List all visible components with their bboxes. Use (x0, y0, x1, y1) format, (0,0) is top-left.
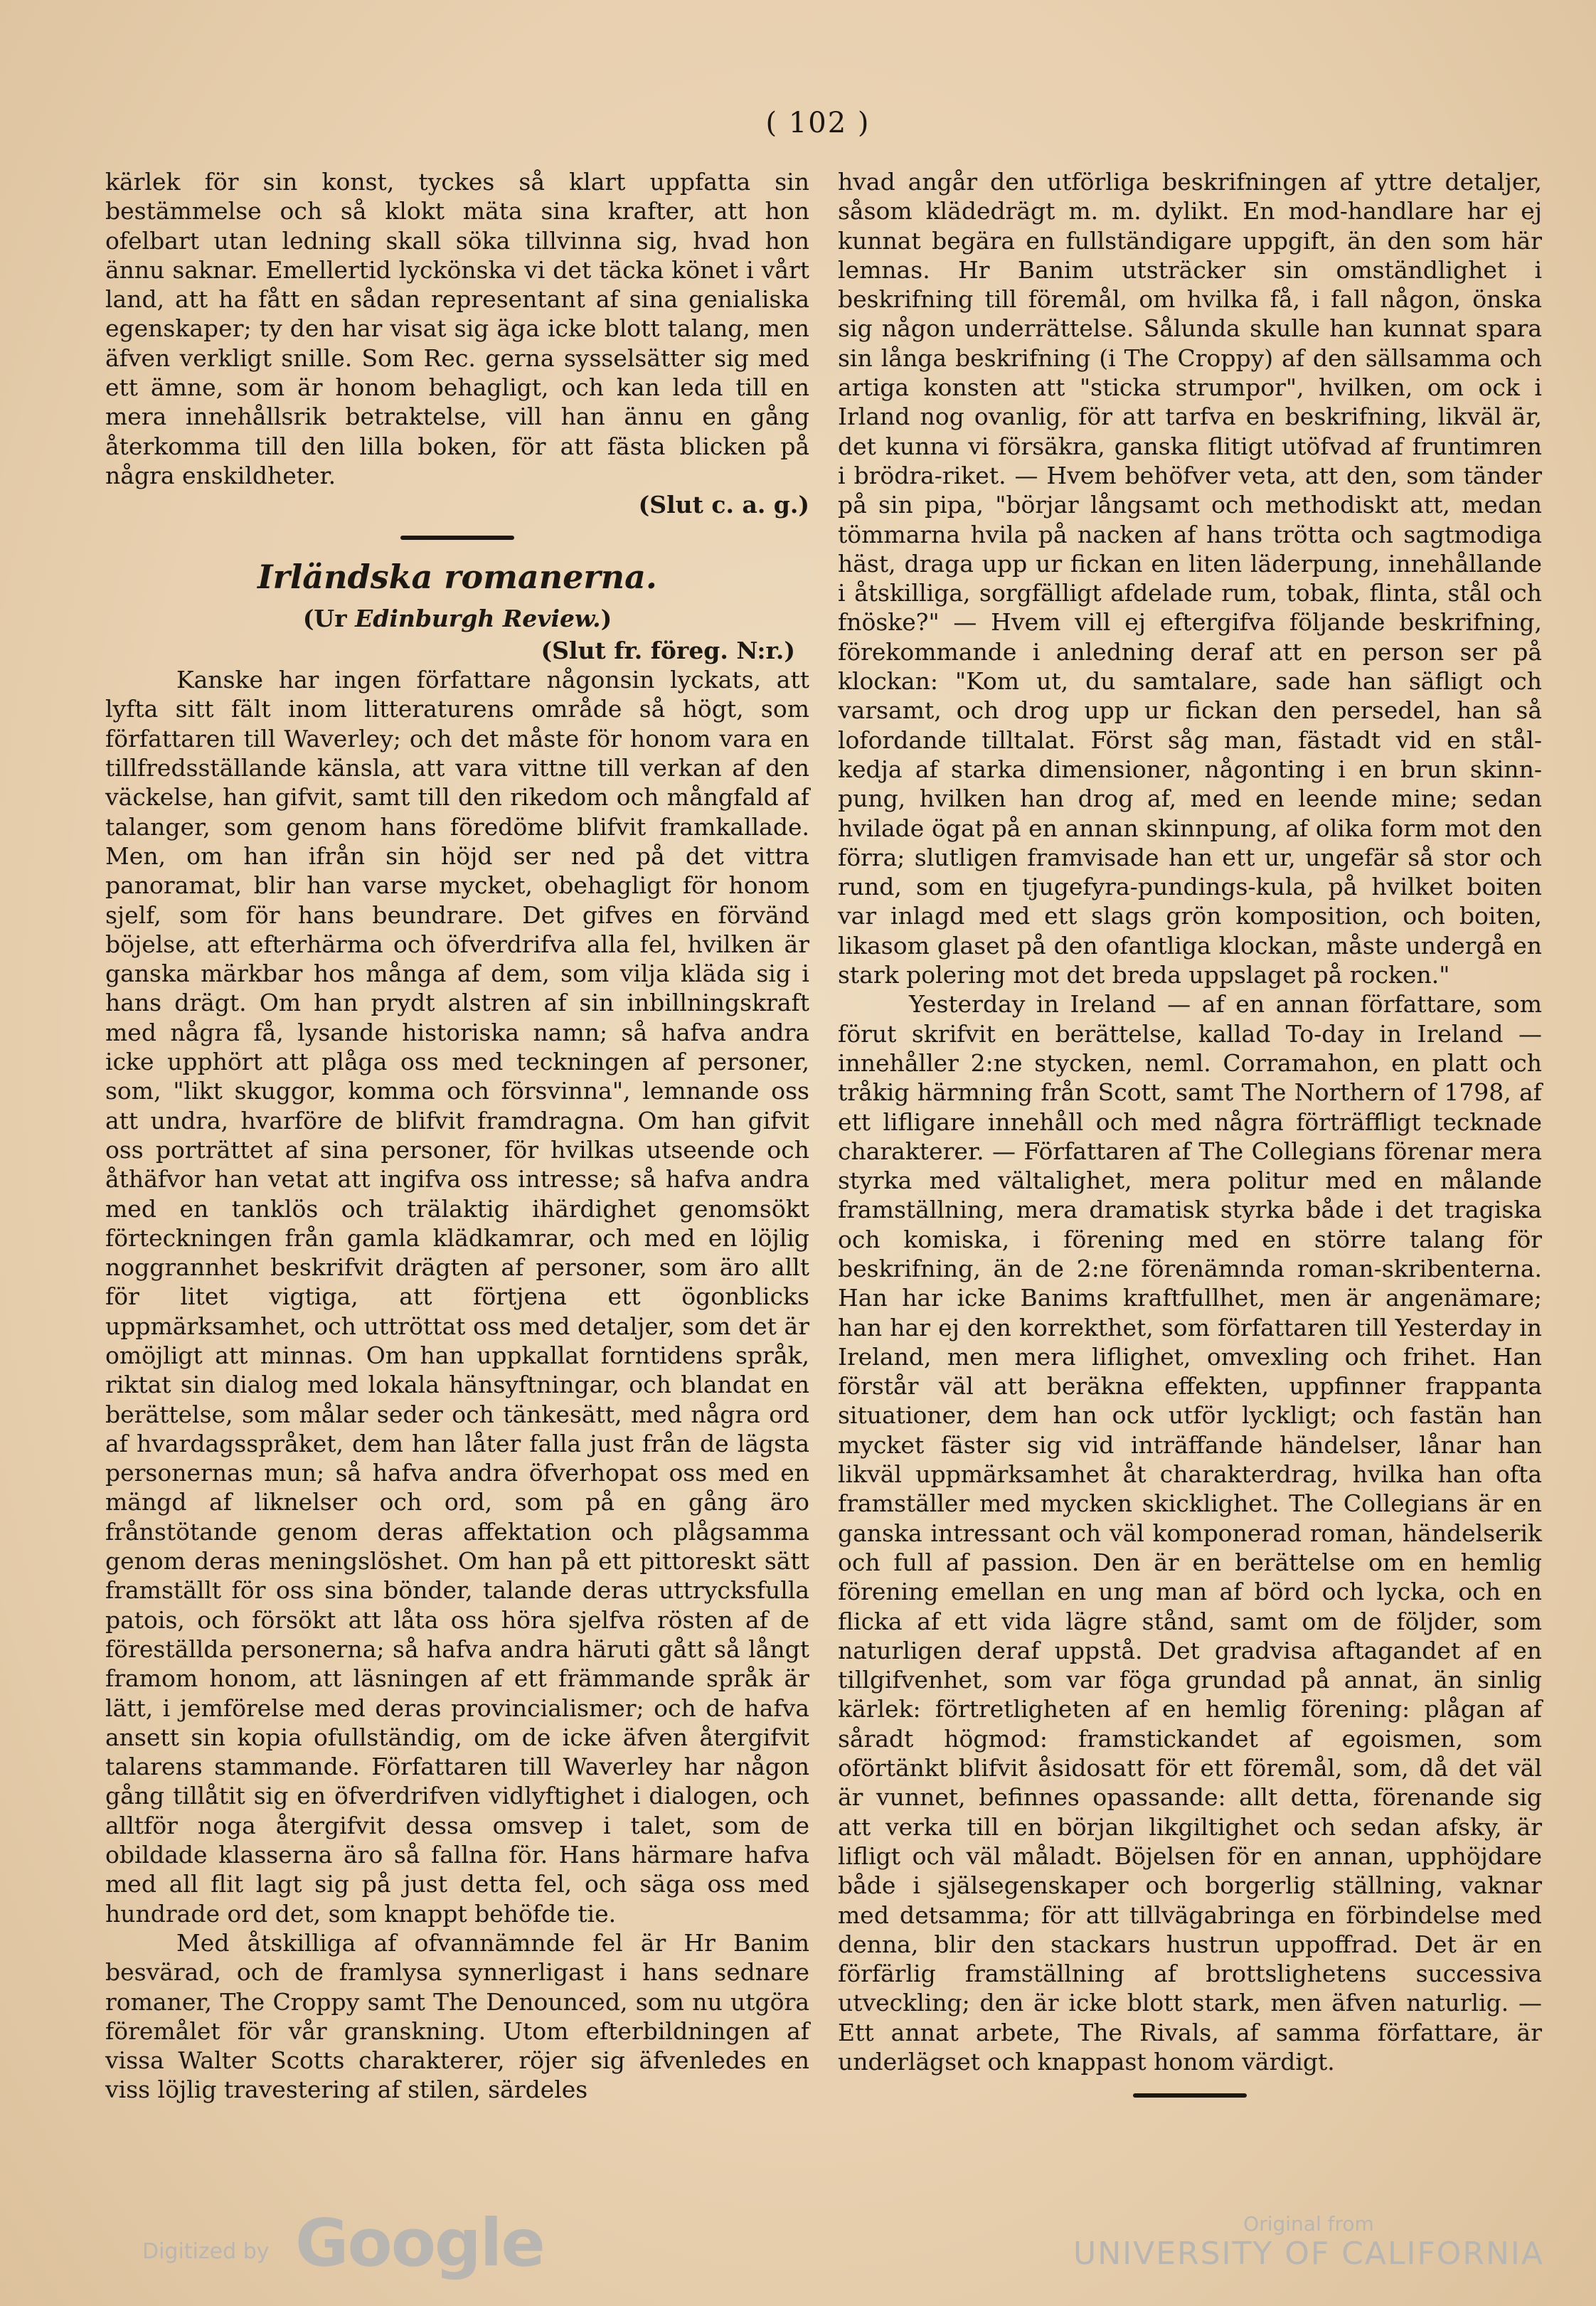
origin-watermark (1060, 2212, 1558, 2272)
source-line (105, 604, 809, 633)
page-number: ( 102 ) (765, 107, 871, 139)
section-divider (400, 536, 514, 540)
digitized-watermark (142, 2205, 544, 2290)
university-text: UNIVERSITY OF CALIFORNIA (1073, 2236, 1544, 2272)
source-prefix: (Ur (302, 604, 356, 632)
google-logo: Google (295, 2205, 544, 2281)
right-column (838, 167, 1542, 2098)
end-divider (1133, 2093, 1247, 2098)
body-paragraph: Kanske har ingen författare någonsin lyckats, att lyfta sitt fält inom litteraturens område så högt, som författaren till Waverley; och det måste för honom vara en tillfredsställande känsla, att vara vittne till verkan af den väckelse, han gifvit, samt till den rikedom och mångfald af talanger, som genom hans föredöme blifvit framkallade. Men, om han ifrån sin höjd ser ned på det vittra panoramat, blir han varse mycket, obehagligt för honom sjelf, som för hans beundrare. Det gifves en förvänd böjelse, att efterhärma och öfverdrifva alla fel, hvilken är ganska märkbar hos många af dem, som vilja kläda sig i hans drägt. Om han prydt alstren af sin inbillningskraft med några få, lysande historiska namn; så hafva andra icke upphört att plåga oss med teckningen af personer, som, "likt skuggor, komma och försvinna", lemnande oss att undra, hvarföre de blifvit framdragna. Om han gifvit oss porträttet af sina personer, för hvilkas utseende och åthäfvor han vetat att ingifva oss intresse; så hafva andra med en tanklös och trälaktig ihärdighet genomsökt förteckningen från gamla klädkamrar, och med en löjlig noggrannhet beskrifvit drägten af personer, som äro allt för litet vigtiga, att förtjena ett ögonblicks uppmärksamhet, och uttröttat oss med detaljer, som det är omöjligt att minnas. Om han uppkallat forntidens språk, riktat sin dialog med lokala hänsyftningar, och blandat en berättelse, som målar seder och tänkesätt, med några ord af hvardagsspråket, dem han låter falla just från de lägsta personernas mun; så hafva andra öfverhopat oss med en mängd af liknelser och ord, som på en gång äro frånstötande genom deras affektation och plågsamma genom deras meningslöshet. Om han på ett pittoreskt sätt framställt för oss sina bönder, talande deras uttrycksfulla patois, och försökt att låta oss höra sjelfva rösten af de föreställda personerna; så hafva andra häruti gått så långt framom honom, att läsningen af ett främmande språk är lätt, i jemförelse med deras provincialismer; och de hafva ansett sin kopia ofullständig, om de icke äfven återgifvit talarens stammande. Författaren till Waverley har någon gång tillåtit sig en öfverdrifven vidlyftighet i dialogen, och alltför noga återgifvit dessa omsvep i talet, som de obildade klasserna äro så fallna för. Hans härmare hafva med all flit lagt sig på just detta fel, och säga oss med hundrade ord det, som knappt behöfde tie. (105, 666, 809, 1928)
body-paragraph: hvad angår den utförliga beskrifningen af yttre detaljer, såsom klädedrägt m. m. dylikt. En mod-handlare har ej kunnat begära en fullständigare uppgift, än den som här lemnas. Hr Banim utsträcker sin omständlighet i beskrifning till föremål, om hvilka få, i fall någon, önska sig någon underrättelse. Sålunda skulle han kunnat spara sin långa beskrifning (i The Croppy) af den sällsamma och artiga konsten att "sticka strumpor", hvilken, om ock i Irland nog ovanlig, för att tarfva en beskrifning, likväl är, det kunna vi försäkra, ganska flitigt utöfvad af fruntimren i brödra-riket. — Hvem behöfver veta, att den, som tänder på sin pipa, "börjar långsamt och methodiskt att, medan tömmarna hvila på nacken af hans trötta och sagtmodiga häst, draga upp ur fickan en liten läderpung, innehållande i åtskilliga, sorgfälligt afdelade rum, tobak, flinta, stål och fnöske?" — Hvem vill ej eftergifva följande beskrifning, förekommande i anledning deraf att en person ser på klockan: "Kom ut, du samtalare, sade han säfligt och varsamt, och drog upp ur fickan den persedel, han så lofordande tilltalat. Först såg man, fästadt vid en stål-kedja af starka dimensioner, någonting i en brun skinn-pung, hvilken han drog af, med en leende mine; sedan hvilade ögat på en annan skinnpung, af olika form mot den förra; slutligen framvisade han ett ur, ungefär så stor och rund, som en tjugefyra-pundings-kula, på hvilket boiten var inlagd med ett slags grön komposition, och boiten, likasom glaset på den ofantliga klockan, måste undergå en stark polering mot det breda uppslaget på rocken." (838, 168, 1542, 989)
body-paragraph: Yesterday in Ireland — af en annan författare, som förut skrifvit en berättelse, kallad To-day in Ireland — innehåller 2:ne stycken, neml. Corramahon, en platt och tråkig härmning från Scott, samt The Northern of 1798, af ett lifligare innehåll och med några förträffligt tecknade charakterer. — Författaren af The Collegians förenar mera styrka med vältalighet, mera politur med en målande framställning, mera dramatisk styrka både i det tragiska och komiska, i förening med en större talang för beskrifning, än de 2:ne förenämnda roman-skribenterna. Han har icke Banims kraftfullhet, men är angenämare; han har ej den korrekthet, som författaren till Yesterday in Ireland, men mera liflighet, omvexling och frihet. Han förstår väl att beräkna effekten, uppfinner frappanta situationer, dem han ock utför lyckligt; och fastän han mycket fäster sig vid inträffande händelser, lånar han likväl uppmärksamhet åt charakterdrag, hvilka han ofta framställer med mycken skicklighet. The Collegians är en ganska intressant och väl komponerad roman, händelserik och full af passion. Den är en berättelse om en hemlig förening emellan en ung man af börd och lycka, och en flicka af ett vida lägre stånd, samt om de följder, som naturligen deraf uppstå. Det gradvisa aftagandet af en tillgifvenhet, som var föga grundad på annat, än sinlig kärlek: förtretligheten af en hemlig förening: plågan af såradt högmod: framstickandet af egoismen, som oförtänkt blifvit åsidosatt för ett föremål, som, då det väl är vunnet, befinnes opassande: allt detta, förenande sig att verka till en början likgiltighet och sedan afsky, är lifligt och väl måladt. Böjelsen för en annan, upphöjdare både i själsegenskaper och borgerlig ställning, vaknar med detsamma; för att tillvägabringa en förbindelse med denna, blir den stackars hustrun uppoffrad. Det är en förfärlig framställning af brottslighetens successiva utveckling; den är icke blott stark, men äfven naturlig. — Ett annat arbete, The Rivals, af samma författare, är underlägset och knappast honom värdigt. (838, 990, 1542, 2076)
continuation-note: (Slut fr. föreg. N:r.) (541, 636, 795, 664)
source-name: Edinburgh Review. (355, 604, 601, 632)
section-title: Irländska romanerna. (257, 557, 657, 596)
end-note: (Slut c. a. g.) (638, 491, 809, 519)
body-paragraph: Med åtskilliga af ofvannämnde fel är Hr Banim besvärad, och de framlysa synnerligast i hans sednare romaner, The Croppy samt The Denounced, som nu utgöra föremålet för vår granskning. Utom efterbildningen af vissa Walter Scotts charakterer, röjer sig äfvenledes en viss löjlig travestering af stilen, särdeles (105, 1928, 809, 2104)
left-column (105, 167, 809, 2105)
digitized-by-text: Digitized by (142, 2239, 270, 2264)
source-suffix: ) (600, 604, 612, 632)
intro-paragraph: kärlek för sin konst, tyckes så klart uppfatta sin bestämmelse och så klokt mäta sina krafter, att hon ofelbart utan ledning skall söka tillvinna sig, hvad hon ännu saknar. Emellertid lyckönska vi det täcka könet i vårt land, att ha fått en sådan representant af sina genialiska egenskaper; ty den har visat sig äga icke blott talang, men äfven verkligt snille. Som Rec. gerna sysselsätter sig med ett ämne, som är honom behagligt, och kan leda till en mera innehållsrik betraktelse, vill han ännu en gång återkomma till den lilla boken, för att fästa blicken på några enskildheter. (105, 168, 809, 489)
original-from-text: Original from (1243, 2212, 1374, 2236)
